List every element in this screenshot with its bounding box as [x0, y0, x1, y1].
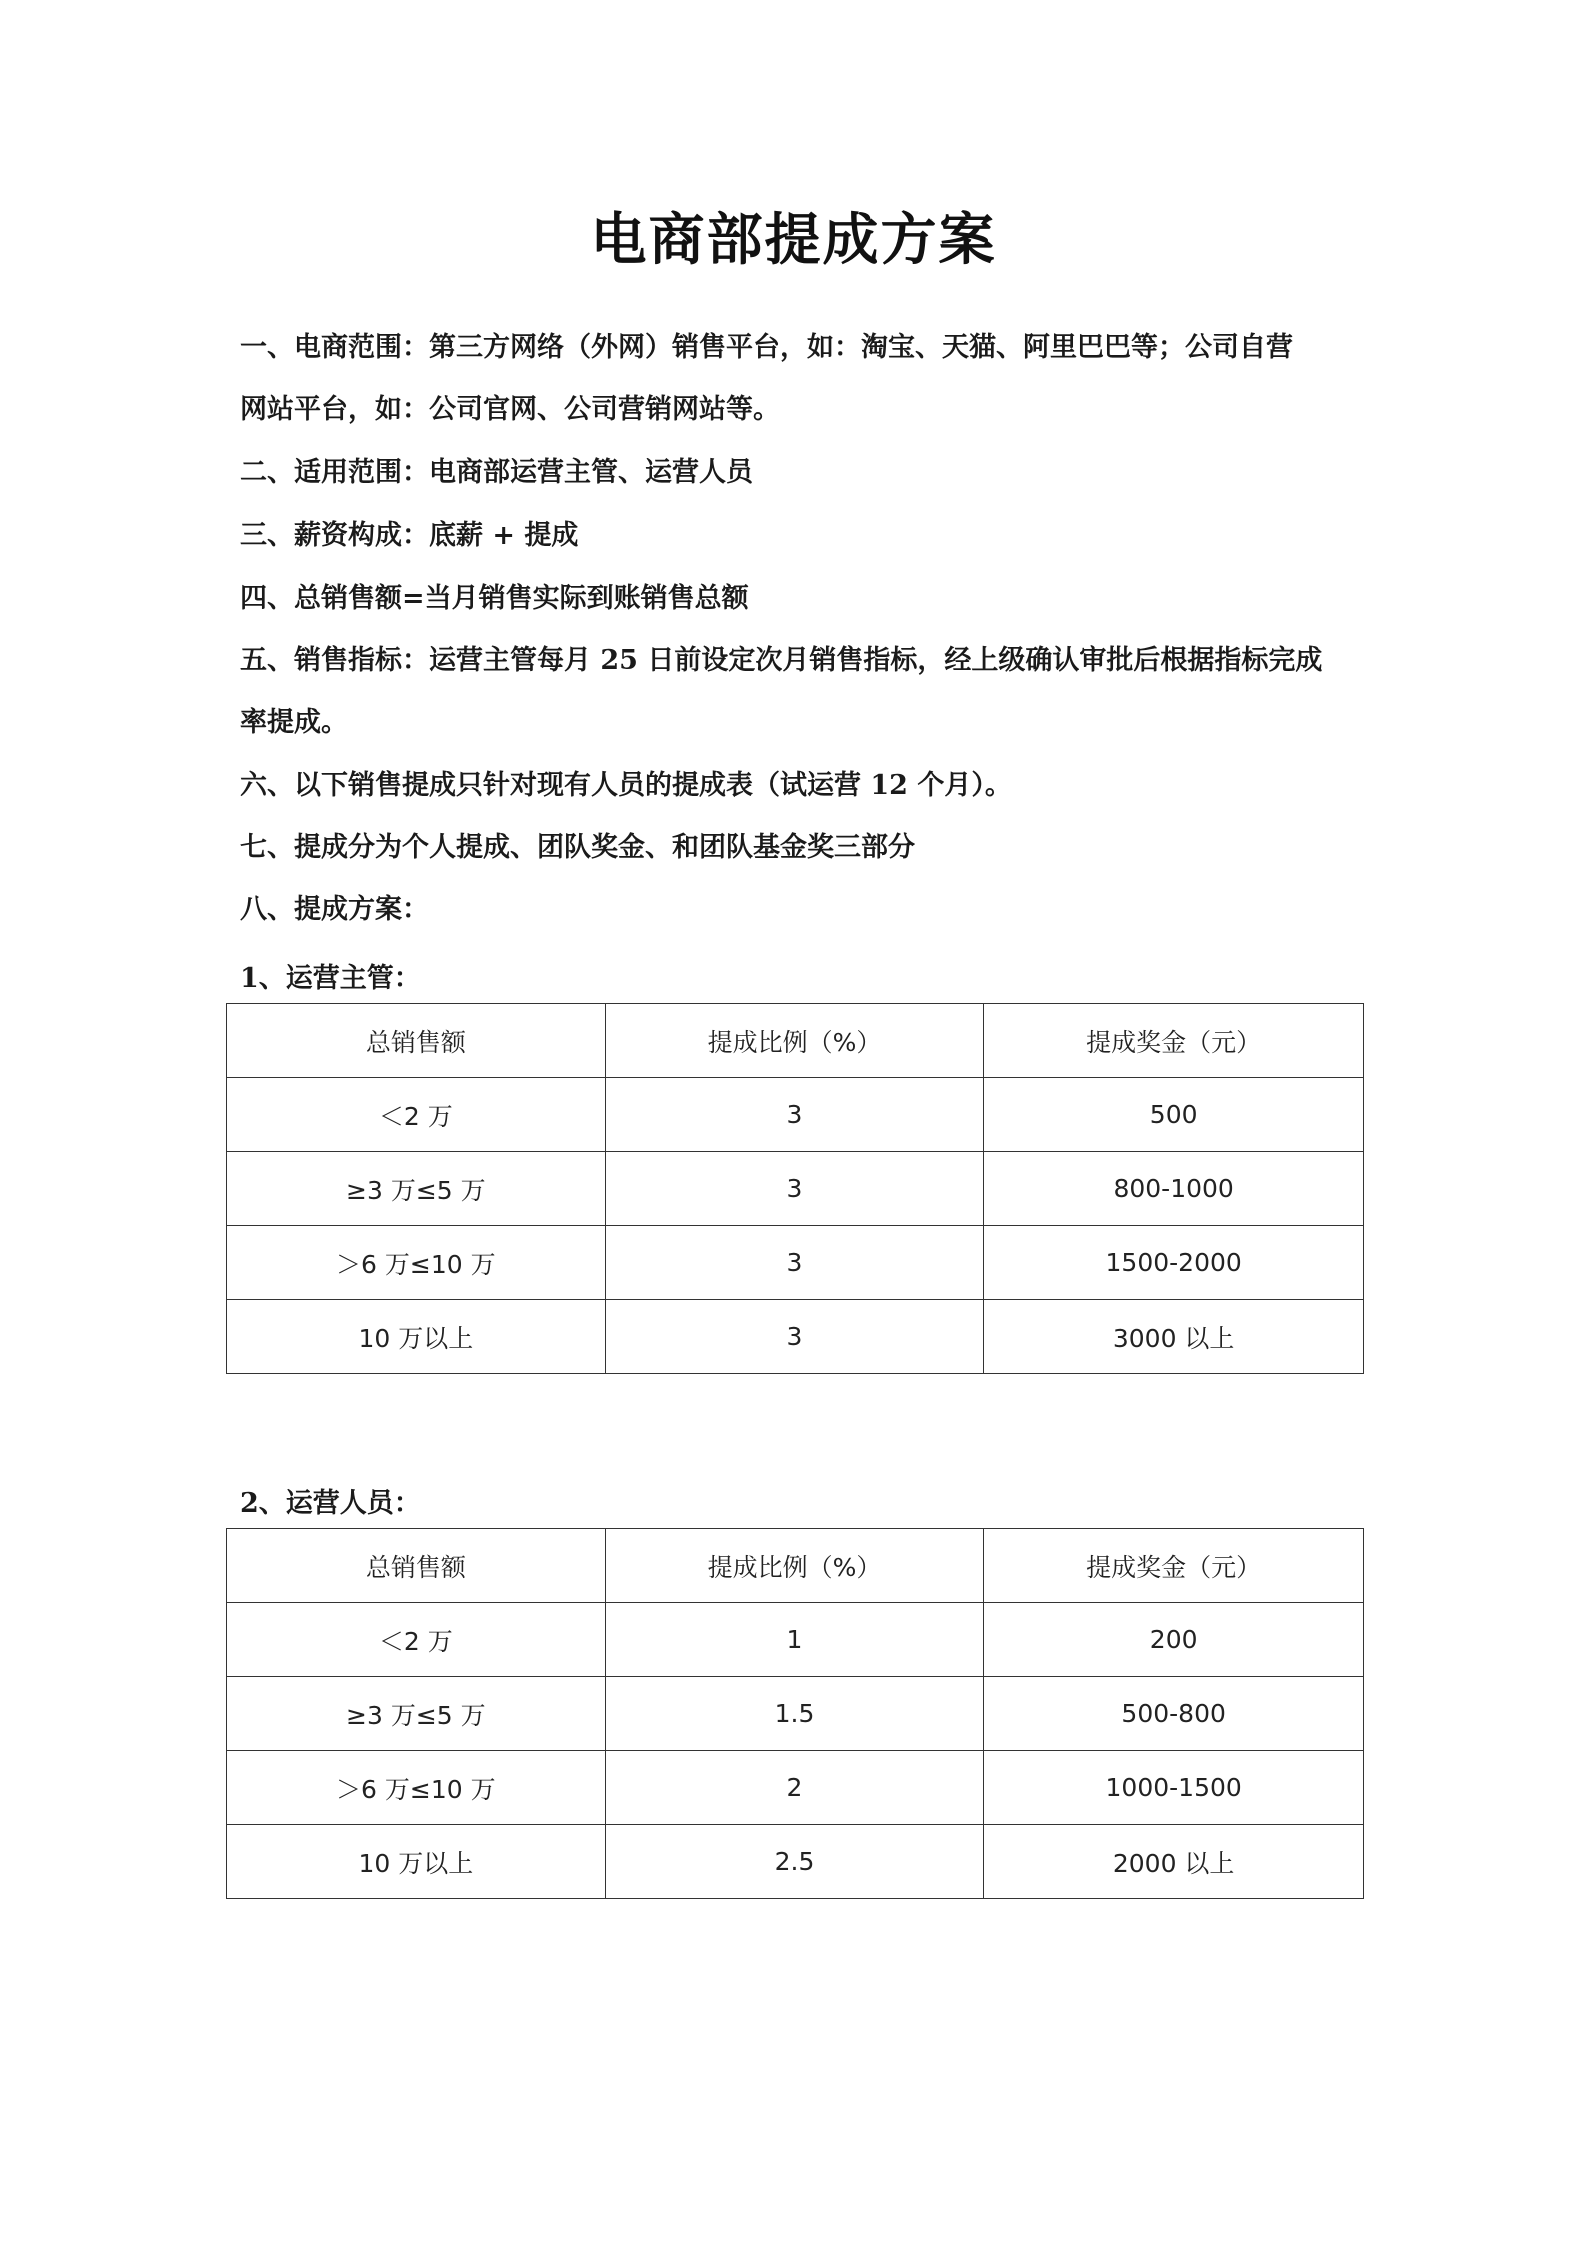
cell-total-sales: ＜2 万 — [227, 1078, 606, 1152]
table-row — [227, 1677, 1364, 1751]
paragraph-7: 七、提成分为个人提成、团队奖金、和团队基金奖三部分 — [240, 832, 915, 863]
cell-total-sales: ≥3 万≤5 万 — [227, 1677, 606, 1751]
cell-commission-bonus: 1000-1500 — [984, 1751, 1364, 1825]
cell-commission-bonus: 500 — [984, 1078, 1364, 1152]
cell-commission-rate: 2.5 — [605, 1825, 984, 1899]
header-total-sales: 总销售额 — [227, 1529, 606, 1603]
cell-commission-bonus: 3000 以上 — [984, 1300, 1364, 1374]
section-2-heading: 2、运营人员： — [240, 1488, 421, 1519]
paragraph-1-line-1: 一、电商范围：第三方网络（外网）销售平台，如：淘宝、天猫、阿里巴巴等；公司自营 — [240, 332, 1293, 363]
cell-commission-rate: 3 — [605, 1152, 984, 1226]
table-row — [227, 1300, 1364, 1374]
paragraph-3: 三、薪资构成：底薪 + 提成 — [240, 520, 579, 551]
cell-total-sales: 10 万以上 — [227, 1300, 606, 1374]
paragraph-5-line-1: 五、销售指标：运营主管每月 25 日前设定次月销售指标，经上级确认审批后根据指标完成 — [240, 645, 1323, 676]
table-row — [227, 1078, 1364, 1152]
cell-commission-rate: 3 — [605, 1300, 984, 1374]
table-row — [227, 1603, 1364, 1677]
page-title: 电商部提成方案 — [590, 207, 997, 273]
header-commission-bonus: 提成奖金（元） — [984, 1004, 1364, 1078]
paragraph-4: 四、总销售额=当月销售实际到账销售总额 — [240, 583, 749, 614]
table-header-row — [227, 1004, 1364, 1078]
cell-total-sales: ≥3 万≤5 万 — [227, 1152, 606, 1226]
cell-commission-bonus: 500-800 — [984, 1677, 1364, 1751]
paragraph-2: 二、适用范围：电商部运营主管、运营人员 — [240, 457, 753, 488]
header-commission-rate: 提成比例（%） — [605, 1529, 984, 1603]
cell-total-sales: ＞6 万≤10 万 — [227, 1226, 606, 1300]
table-row — [227, 1825, 1364, 1899]
section-1-heading: 1、运营主管： — [240, 963, 421, 994]
cell-commission-bonus: 1500-2000 — [984, 1226, 1364, 1300]
paragraph-1-line-2: 网站平台，如：公司官网、公司营销网站等。 — [240, 394, 780, 425]
cell-commission-rate: 3 — [605, 1078, 984, 1152]
operator-commission-table — [226, 1528, 1364, 1899]
table-row — [227, 1152, 1364, 1226]
header-total-sales: 总销售额 — [227, 1004, 606, 1078]
paragraph-5-line-2: 率提成。 — [240, 707, 348, 738]
cell-commission-rate: 3 — [605, 1226, 984, 1300]
cell-total-sales: ＞6 万≤10 万 — [227, 1751, 606, 1825]
header-commission-bonus: 提成奖金（元） — [984, 1529, 1364, 1603]
cell-total-sales: 10 万以上 — [227, 1825, 606, 1899]
table-row — [227, 1751, 1364, 1825]
cell-commission-bonus: 800-1000 — [984, 1152, 1364, 1226]
cell-commission-rate: 2 — [605, 1751, 984, 1825]
supervisor-commission-table — [226, 1003, 1364, 1374]
table-row — [227, 1226, 1364, 1300]
paragraph-6: 六、以下销售提成只针对现有人员的提成表（试运营 12 个月）。 — [240, 770, 1012, 801]
cell-commission-bonus: 2000 以上 — [984, 1825, 1364, 1899]
header-commission-rate: 提成比例（%） — [605, 1004, 984, 1078]
cell-commission-rate: 1.5 — [605, 1677, 984, 1751]
cell-commission-rate: 1 — [605, 1603, 984, 1677]
paragraph-8: 八、提成方案： — [240, 894, 429, 925]
cell-total-sales: ＜2 万 — [227, 1603, 606, 1677]
table-header-row — [227, 1529, 1364, 1603]
cell-commission-bonus: 200 — [984, 1603, 1364, 1677]
